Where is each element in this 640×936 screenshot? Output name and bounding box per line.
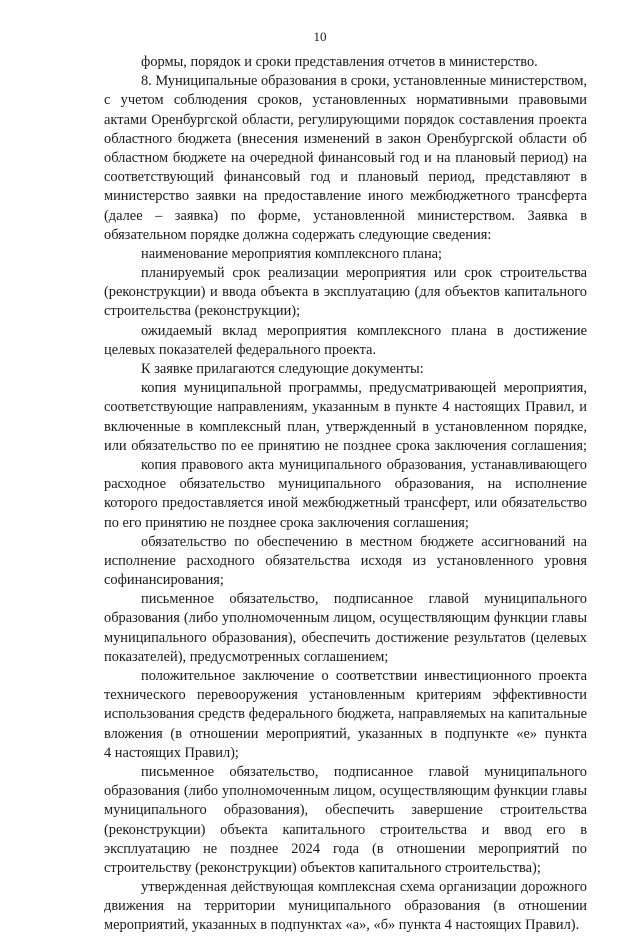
text-line: эксплуатацию не позднее 2024 года (в отношении мероприятий по — [104, 840, 587, 857]
text-line: актами Оренбургской области, регулирующими порядок составления проекта — [104, 111, 587, 128]
text-line: образования (либо уполномоченным лицом, осуществляющим функции главы — [104, 783, 587, 800]
text-line: (реконструкции) объекта капитального строительства и ввод его в — [104, 821, 587, 838]
text-line: областного бюджета (внесения изменений в закон Оренбургской области об — [104, 130, 587, 147]
text-line: соответствующие направлениям, указанным в пункте 4 настоящих Правил, и — [104, 399, 587, 416]
text-line: по его принятию не позднее срока заключения соглашения; — [104, 514, 469, 531]
text-line: строительству (реконструкции) объектов капитального строительства); — [104, 859, 541, 876]
text-line: софинансирования; — [104, 572, 224, 589]
text-line: К заявке прилагаются следующие документы: — [141, 361, 424, 377]
text-line: целевых показателей федерального проекта. — [104, 341, 377, 358]
text-line: (реконструкции) и ввода объекта в эксплуатацию (для объектов капитального — [104, 284, 587, 301]
text-line: наименование мероприятия комплексного плана; — [141, 245, 443, 262]
text-line: 4 настоящих Правил); — [104, 744, 239, 761]
text-line: письменное обязательство, подписанное главой муниципального — [141, 763, 587, 780]
text-line: утвержденная действующая комплексная схема организации дорожного — [141, 879, 587, 896]
text-line: (далее – заявка) по форме, установленной министерством. Заявка в — [104, 207, 587, 224]
text-line: включенные в комплексный план, утвержденный в установленном порядке, — [104, 418, 587, 435]
text-line: положительное заключение о соответствии инвестиционного проекта — [141, 668, 587, 684]
text-line: строительства (реконструкции); — [104, 303, 301, 320]
text-line: которого предоставляется иной межбюджетный трансферт, или обязательство — [104, 495, 587, 512]
text-line: министерство заявки на предоставление иного межбюджетного трансферта — [104, 188, 587, 205]
text-line: 8. Муниципальные образования в сроки, установленные министерством, — [141, 73, 588, 90]
text-line: обязательство по обеспечению в местном бюджете ассигнований на — [141, 533, 587, 550]
text-line: с учетом соблюдения сроков, установленных нормативными правовыми — [104, 92, 587, 109]
text-line: муниципального образования), обеспечить достижение результатов (целевых — [104, 629, 587, 646]
text-line: расходное обязательство муниципального образования, на исполнение — [104, 476, 587, 493]
page-number: 10 — [313, 29, 327, 44]
document-body — [104, 53, 587, 936]
text-line: образования (либо уполномоченным лицом, осуществляющим функции главы — [104, 610, 587, 627]
text-line: движения на территории муниципального образования (в отношении — [104, 898, 587, 915]
text-line: копия муниципальной программы, предусматривающей мероприятия, — [141, 380, 587, 397]
text-line: письменное обязательство, подписанное главой муниципального — [141, 591, 587, 608]
text-line: формы, порядок и сроки представления отчетов в министерство. — [141, 54, 538, 70]
text-line: ожидаемый вклад мероприятия комплексного плана в достижение — [141, 322, 587, 339]
text-line: копия правового акта муниципального образования, устанавливающего — [141, 456, 587, 473]
text-line: показателей), предусмотренных соглашением; — [104, 648, 389, 665]
text-line: исполнение расходного обязательства исходя из установленного уровня — [104, 552, 587, 569]
text-line: соответствующий финансовый год и плановый период, представляют в — [104, 169, 587, 186]
text-line: муниципального образования), обеспечить завершение строительства — [104, 802, 587, 819]
text-line: областном бюджете на очередной финансовый год и на плановый период) на — [104, 149, 587, 166]
text-line: планируемый срок реализации мероприятия или срок строительства — [141, 265, 587, 282]
text-line: или обязательство по ее принятию не позднее срока заключения соглашения; — [104, 437, 587, 454]
text-line: мероприятий, указанных в подпунктах «а», «б» пункта 4 настоящих Правил). — [104, 917, 580, 934]
text-line: обязательном порядке должна содержать следующие сведения: — [104, 226, 492, 243]
text-line: использования средств федерального бюджета, направляемых на капитальные — [104, 706, 587, 723]
text-line: технического перевооружения установленным критериям эффективности — [104, 687, 587, 704]
text-line: вложения (в отношении мероприятий, указанных в подпункте «е» пункта — [104, 725, 587, 742]
